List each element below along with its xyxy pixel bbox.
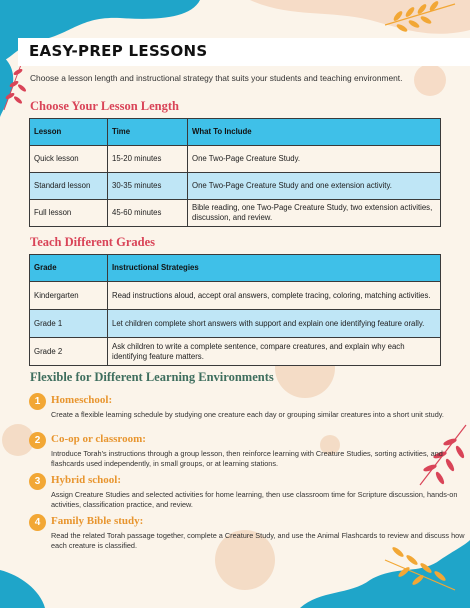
table-cell: Bible reading, one Two-Page Creature Study, two extension activities, discussion, and review. <box>188 200 441 227</box>
column-header-what-to-include: What To Include <box>188 119 441 146</box>
table-cell: 45-60 minutes <box>108 200 188 227</box>
environment-title: Co-op or classroom: <box>51 433 146 445</box>
page-title: EASY-PREP LESSONS <box>29 42 208 60</box>
environment-title: Family Bible study: <box>51 515 144 527</box>
table-cell: One Two-Page Creature Study and one extension activity. <box>188 173 441 200</box>
table-cell: One Two-Page Creature Study. <box>188 146 441 173</box>
environment-title: Hybrid school: <box>51 474 121 486</box>
column-header-grade: Grade <box>30 255 108 282</box>
table-row <box>30 338 441 366</box>
table-cell: 30-35 minutes <box>108 173 188 200</box>
lesson-length-table <box>29 118 441 227</box>
table-cell: Let children complete short answers with support and explain one identifying feature orally. <box>108 310 441 338</box>
number-badge: 4 <box>29 514 46 531</box>
intro-text: Choose a lesson length and instructional strategy that suits your students and teaching environment. <box>30 73 403 83</box>
number-badge: 3 <box>29 473 46 490</box>
table-cell: 15-20 minutes <box>108 146 188 173</box>
column-header-instructional-strategies: Instructional Strategies <box>108 255 441 282</box>
lesson-length-heading: Choose Your Lesson Length <box>30 99 179 113</box>
table-row <box>30 173 441 200</box>
table-row <box>30 310 441 338</box>
environment-title: Homeschool: <box>51 394 113 406</box>
table-cell: Ask children to write a complete sentence, compare creatures, and explain why each identifying feature matters. <box>108 338 441 366</box>
grades-heading: Teach Different Grades <box>30 235 155 249</box>
environment-text: Read the related Torah passage together, complete a Creature Study, and use the Animal Flashcards to review and discuss how each creature is classified. <box>51 531 465 550</box>
environment-text: Assign Creature Studies and selected activities for home learning, then use classroom time for Scripture discussion, hands-on activities, classification practice, and review. <box>51 490 458 509</box>
grades-table <box>29 254 441 366</box>
column-header-time: Time <box>108 119 188 146</box>
number-badge: 2 <box>29 432 46 449</box>
column-header-lesson: Lesson <box>30 119 108 146</box>
table-row <box>30 282 441 310</box>
number-badge: 1 <box>29 393 46 410</box>
table-row <box>30 146 441 173</box>
table-header-row <box>30 119 441 146</box>
environment-text: Introduce Torah's instructions through a group lesson, then reinforce learning with Creature Studies, sorting activities, and flashcards used independently, in small groups, or at learning stations. <box>51 449 443 468</box>
table-row <box>30 200 441 227</box>
table-cell: Standard lesson <box>30 173 108 200</box>
table-cell: Read instructions aloud, accept oral answers, complete tracing, coloring, matching activities. <box>108 282 441 310</box>
table-cell: Grade 2 <box>30 338 108 366</box>
table-cell: Quick lesson <box>30 146 108 173</box>
environments-heading: Flexible for Different Learning Environments <box>30 370 274 384</box>
environment-text: Create a flexible learning schedule by studying one creature each day or grouping similar creatures into a short unit study. <box>51 410 444 419</box>
table-cell: Grade 1 <box>30 310 108 338</box>
table-cell: Kindergarten <box>30 282 108 310</box>
table-cell: Full lesson <box>30 200 108 227</box>
table-header-row <box>30 255 441 282</box>
